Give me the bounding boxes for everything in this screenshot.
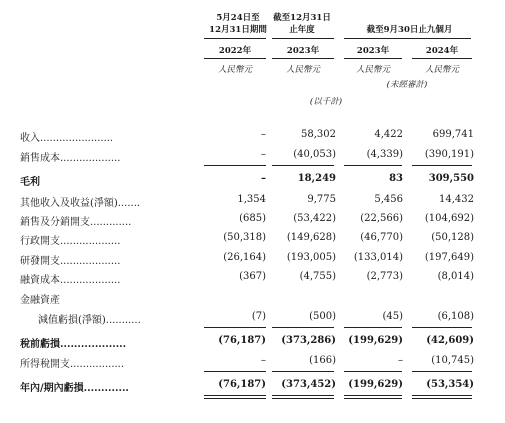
row-label-admin-expenses: 行政開支................... xyxy=(20,236,121,247)
row-pbt-v1: (76,187) xyxy=(218,335,266,346)
col2-header-line1: 截至12月31日 xyxy=(273,13,331,23)
unaudited-note: (未經審計) xyxy=(386,80,428,90)
rule-before-net-loss-col4 xyxy=(412,371,472,372)
row-oi-v2: 9,775 xyxy=(307,194,336,205)
rule-before-gross-profit-col2 xyxy=(272,165,334,166)
row-label-revenue: 收入....................... xyxy=(20,133,114,144)
year-col3: 2023年 xyxy=(356,46,390,56)
row-oi-v3: 5,456 xyxy=(374,194,403,205)
row-label-other-income: 其他收入及收益(淨額)....... xyxy=(20,198,141,209)
row-revenue-v3: 4,422 xyxy=(374,129,403,140)
header-rule-col34 xyxy=(344,38,471,39)
double-rule-bottom-col3 xyxy=(344,398,402,399)
row-cos-v3: (4,339) xyxy=(366,149,403,160)
row-label-finance-costs: 融資成本................... xyxy=(20,275,121,286)
year-rule-col4 xyxy=(412,58,472,59)
col1-header-line1: 5月24日至 xyxy=(216,13,260,23)
col2-header-line2: 止年度 xyxy=(289,25,315,35)
row-fc-v3: (2,773) xyxy=(366,271,403,282)
row-ae-v2: (149,628) xyxy=(286,232,336,243)
rule-before-pbt-col4 xyxy=(412,327,472,328)
col34-header: 截至9月30日止九個月 xyxy=(366,25,453,35)
rule-before-gross-profit-col4 xyxy=(412,165,472,166)
double-rule-top-col1 xyxy=(204,395,266,396)
row-fc-v1: (367) xyxy=(239,271,266,282)
double-rule-bottom-col2 xyxy=(272,398,334,399)
row-label-financial-assets: 金融資產 xyxy=(20,295,60,306)
row-label-net-loss: 年內/期內虧損............. xyxy=(20,383,129,394)
row-label-rnd-expenses: 研發開支................... xyxy=(20,256,121,267)
row-ae-v1: (50,318) xyxy=(223,232,266,243)
row-oi-v1: 1,354 xyxy=(237,194,266,205)
year-col4: 2024年 xyxy=(425,46,459,56)
row-tax-v1: – xyxy=(261,355,266,366)
row-label-gross-profit: 毛利 xyxy=(20,177,40,188)
row-fc-v4: (8,014) xyxy=(437,271,474,282)
row-tax-v4: (10,745) xyxy=(431,355,474,366)
row-se-v4: (104,692) xyxy=(424,213,474,224)
row-imp-v4: (6,108) xyxy=(437,311,474,322)
row-se-v1: (685) xyxy=(239,213,266,224)
row-imp-v3: (45) xyxy=(382,311,403,322)
double-rule-top-col4 xyxy=(412,395,472,396)
double-rule-bottom-col4 xyxy=(412,398,472,399)
row-se-v3: (22,566) xyxy=(360,213,403,224)
year-col2: 2023年 xyxy=(286,46,320,56)
row-nl-v1: (76,187) xyxy=(218,379,266,390)
row-tax-v2: (166) xyxy=(309,355,336,366)
row-oi-v4: 14,432 xyxy=(439,194,474,205)
row-nl-v3: (199,629) xyxy=(348,379,403,390)
row-tax-v3: – xyxy=(398,355,403,366)
row-label-loss-before-tax: 稅前虧損................... xyxy=(20,339,127,350)
row-gp-v1: – xyxy=(261,173,266,184)
row-pbt-v2: (373,286) xyxy=(281,335,336,346)
row-se-v2: (53,422) xyxy=(293,213,336,224)
year-col1: 2022年 xyxy=(218,46,252,56)
rule-before-net-loss-col2 xyxy=(272,371,334,372)
row-gp-v2: 18,249 xyxy=(297,173,336,184)
row-revenue-v4: 699,741 xyxy=(432,129,474,140)
col1-header-line2: 12月31日期間 xyxy=(209,25,267,35)
rule-before-pbt-col2 xyxy=(272,327,334,328)
row-ae-v4: (50,128) xyxy=(431,232,474,243)
row-rd-v2: (193,005) xyxy=(286,252,336,263)
header-rule-col1 xyxy=(204,38,266,39)
row-rd-v3: (133,014) xyxy=(353,252,403,263)
header-rule-col2 xyxy=(272,38,334,39)
currency-col4: 人民幣元 xyxy=(424,65,459,75)
row-revenue-v1: – xyxy=(261,129,266,140)
row-gp-v4: 309,550 xyxy=(428,173,474,184)
thousands-note: (以千計) xyxy=(309,97,343,107)
row-fc-v2: (4,755) xyxy=(299,271,336,282)
year-rule-col2 xyxy=(272,58,334,59)
row-rd-v4: (197,649) xyxy=(424,252,474,263)
rule-before-net-loss-col1 xyxy=(204,371,266,372)
row-cos-v1: – xyxy=(261,149,266,160)
row-nl-v2: (373,452) xyxy=(281,379,336,390)
year-rule-col1 xyxy=(204,58,266,59)
double-rule-bottom-col1 xyxy=(204,398,266,399)
rule-before-pbt-col3 xyxy=(344,327,402,328)
row-pbt-v3: (199,629) xyxy=(348,335,403,346)
row-label-cost-of-sales: 銷售成本................... xyxy=(20,153,121,164)
row-label-selling-expenses: 銷售及分銷開支............. xyxy=(20,217,132,228)
year-rule-col3 xyxy=(344,58,402,59)
row-rd-v1: (26,164) xyxy=(223,252,266,263)
row-ae-v3: (46,770) xyxy=(360,232,403,243)
row-label-impairment: 減值虧損(淨額)........... xyxy=(38,315,141,326)
double-rule-top-col2 xyxy=(272,395,334,396)
currency-col2: 人民幣元 xyxy=(285,65,320,75)
row-imp-v1: (7) xyxy=(251,311,266,322)
rule-before-gross-profit-col3 xyxy=(344,165,402,166)
row-gp-v3: 83 xyxy=(389,173,403,184)
row-cos-v4: (390,191) xyxy=(424,149,474,160)
currency-col3: 人民幣元 xyxy=(355,65,390,75)
row-label-income-tax: 所得稅開支................. xyxy=(20,359,125,370)
rule-before-gross-profit-col1 xyxy=(204,165,266,166)
rule-before-pbt-col1 xyxy=(204,327,266,328)
double-rule-top-col3 xyxy=(344,395,402,396)
row-nl-v4: (53,354) xyxy=(426,379,474,390)
row-pbt-v4: (42,609) xyxy=(426,335,474,346)
row-imp-v2: (500) xyxy=(309,311,336,322)
currency-col1: 人民幣元 xyxy=(217,65,252,75)
rule-before-net-loss-col3 xyxy=(344,371,402,372)
row-revenue-v2: 58,302 xyxy=(301,129,336,140)
row-cos-v2: (40,053) xyxy=(293,149,336,160)
